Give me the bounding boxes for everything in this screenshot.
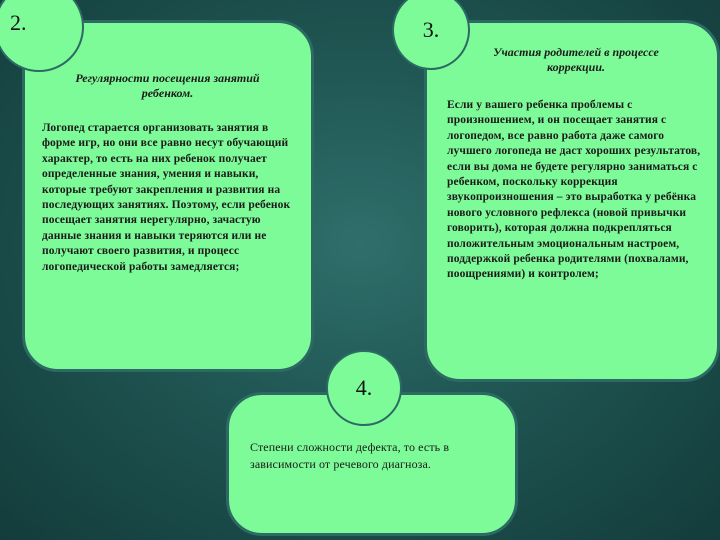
block-4-number: 4. [355, 375, 373, 400]
block-3-heading: Участия родителей в процессе коррекции. [493, 45, 659, 74]
block-4-number-badge [326, 350, 402, 426]
block-4-text: Степени сложности дефекта, то есть в зависимости от речевого диагноза. [250, 440, 450, 471]
block-2-number: 2. [10, 10, 27, 35]
block-3-number: 3. [422, 17, 440, 42]
block-3-text: Если у вашего ребенка проблемы с произношением, и он посещает занятия с логопедом, все равно работа даже самого лучшего логопеда не даст хороших результатов, если вы дома не будете регулярно заниматься с ребенком, поскольку коррекция звукопроизношения – это выработка у ребёнка нового условного рефлекса (новой привычки говорить), которая должна подкрепляться положительным эмоциональным настроем, поддержкой ребенка родителями (похвалами, поощрениями) и контролем; [447, 99, 701, 281]
block-2-heading: Регулярности посещения занятий ребенком. [75, 71, 260, 100]
block-2-text: Логопед старается организовать занятия в форме игр, но они все равно несут обучающий характер, то есть на них ребенок получает определенные знания, умения и навыки, которые требуют закрепления и развития на последующих занятиях. Поэтому, если ребенок посещает занятия нерегулярно, зачастую данные знания и навыки теряются или не получают своего развития, и процесс логопедической работы замедляется; [42, 122, 291, 273]
